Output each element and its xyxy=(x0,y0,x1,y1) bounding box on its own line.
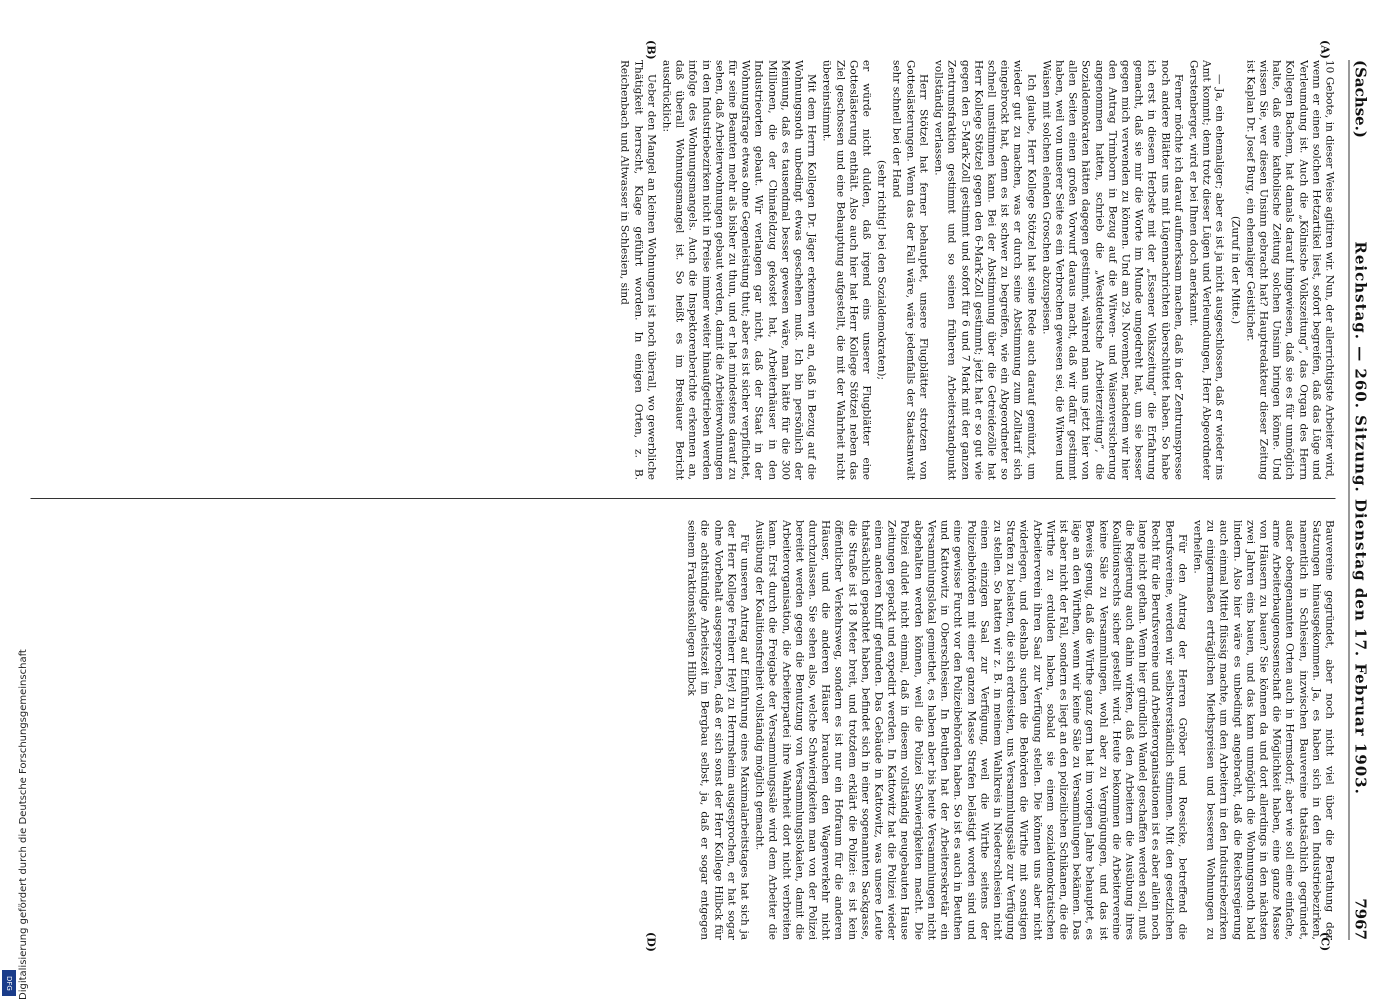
paragraph: 10 Gebote, in dieser Weise agitiren wir. Nun, der allerrichtigste Arbeiter wird, wenn er einen solchen Hetzartikel liest, sofort begreifen, daß das Lüge und Verleumdung ist. Auch die „Kölnische Volkszeitung“, das Organ des Herrn Kollegen Bachem, hat damals darauf hingewiesen, daß sie es für unmöglich halte, daß eine katholische Zeitung solchen Unsinn bringen könne. Und wissen Sie, wer diesen Unsinn gebracht hat? Hauptredakteur dieser Zeitung ist Kaplan Dr. Josef Burg, ein ehemaliger Geistlicher. xyxy=(1243,60,1335,480)
paragraph: er würde nicht dulden, daß irgend eins unserer Flugblätter eine Gotteslästerung enthält. Also auch hier hat Herr Kollege Stötzel neben das Ziel geschossen und eine Behauptung aufgestellt, die mit der Wahrheit nicht übereinstimmt. xyxy=(820,60,873,480)
paragraph: Bauvereine gegründet, aber noch nicht viel über die Berathung der Satzungen hinausgekommen. Ja, es haben sich in den Industriebezirken, namentlich in Schlesien, inzwischen Bauvereine thatsächlich gegründet, außer obengenannten Orten auch in Hermsdorf; aber wie soll eine einfache, arme Arbeiterbaugenossenschaft die Möglichkeit haben, eine ganze Masse von Häusern zu bauen? Sie können da und dort allerdings in den nächsten zwei Jahren eins bauen, und das kann unmöglich die Wohnungsnoth bald lindern. Also hier wäre es unbedingt angebracht, daß die Reichsregierung auch einmal Mittel flüssig machte, um den Arbeitern in den Industriebezirken zu einigermaßen erträglichen Miethspreisen und besseren Wohnungen zu verhelfen. xyxy=(1190,520,1335,940)
left-column xyxy=(30,60,1335,480)
page-number: 7967 xyxy=(1351,898,1369,940)
paragraph: Für den Antrag der Herren Gröber und Roesicke, betreffend die Berufsvereine, werden wir selbstverständlich stimmen. Mit den gesetzlichen Recht für die Berufsvereine und Arbeiterorganisationen ist es aber allein noch lange nicht gethan. Wenn hier gründlich Wandel geschaffen werden soll, muß die Regierung auch dahin wirken, daß den Arbeitern die Ausübung ihres Koalitionsrechts sicher gestellt wird. Heute bekommen die Arbeitervereine keine Säle zu Versammlungen, wohl aber zu Vergnügungen, und das ist Beweis genug, daß die Wirthe ganz gern hat im vorigen Jahre behauptet, es läge an den Wirthen, wenn wir keine Säle zu Versammlungen bekämen. Das ist aber nicht der Fall, sondern es liegt an den polizeilichen Schikanen, die die Wirthe zu erdulden haben, sobald sie einem sozialdemokratischen Arbeiterverein ihren Saal zur Verfügung stellen. Die können uns aber nicht widerlegen, und deshalb suchen die Behörden die Wirthe mit sonstigen Strafen zu belasten, die sich erdreisten, uns Versammlungssäle zur Verfügung zu stellen. So hatten wir z. B. in meinem Wahlkreis in Niederschlesien nicht einen einzigen Saal zur Verfügung, weil die Wirthe seitens der Polizeibehörden mit einer ganzen Masse Strafen belästigt worden sind und eine gewisse Furcht vor den Polizeibehörden haben. So ist es auch in Beuthen und Kattowitz in Oberschlesien. In Beuthen hat der Arbeitersekretär ein Versammlungslokal gemiethet, es haben aber bis heute Versammlungen nicht abgehalten werden können, weil die Polizei Schwierigkeiten macht. Die Polizei duldet nicht einmal, daß in diesem vollständig neugebauten Hause Zeitungen gepackt und expedirt werden. In Kattowitz hat die Polizei wieder einen anderen Kniff gefunden. Das Gebäude in Kattowitz, was unsere Leute thatsächlich gepachtet haben, befindet sich in einer sogenannten Sackgasse, die Straße ist 18 Meter breit, und trotzdem erklärt die Polizei: es ist kein öffentlicher Verkehrsweg, sondern es ist nur ein Hofraum für die anderen Häuser, und die anderen Häuser brauchen den Wagenverkehr nicht durchzulassen. Sie sehen also, welche Schwierigkeiten man von der Polizei bereitet werden gegen die Benutzung von Versammlungslokalen, damit die Arbeiterorganisation, die Arbeiterpartei ihre Wahrheit dort nicht verbreiten kann. Erst durch die Freigabe der Versammlungssäle wird dem Arbeiter die Ausübung der Koalitionsfreiheit vollständig möglich gemacht. xyxy=(753,520,1188,940)
digitization-note xyxy=(4,0,29,1000)
right-column xyxy=(30,520,1335,940)
paragraph: Ich glaube, Herr Kollege Stötzel hat seine Rede auch darauf gemünzt, um wieder gut zu machen, was er durch seine Abstimmung zum Zolltarif sich eingebrockt hat, denn es ist schwer zu begreifen, wie ein Abgeordneter so schnell umstimmen kann. Bei der Abstimmung über die Getreidezölle hat Herr Kollege Stötzel gegen den 6-Mark-Zoll gestimmt; jetzt hat er so gut wie gegen den 5-Mark-Zoll gestimmt und sofort für 6 und 7 Mark mit der ganzen Zentrumsfraktion gestimmt und so seinen früheren Arbeiterstandpunkt vollständig verlassen. xyxy=(932,60,1037,480)
digitization-text: Digitalisierung gefördert durch die Deutsche Forschungsgemeinschaft xyxy=(18,649,29,1000)
margin-mark-c: (C) xyxy=(1318,932,1331,952)
paragraph: Herr Stötzel hat ferner behauptet, unsere Flugblätter strotzen von Gotteslästerungen. Wenn das der Fall wäre, wäre jedenfalls der Staatsanwalt sehr schnell bei der Hand xyxy=(890,60,929,480)
margin-mark-a: (A) xyxy=(1318,40,1331,59)
page-header xyxy=(1348,60,1375,940)
paragraph: Mit dem Herrn Kollegen Dr. Jäger erkennen wir an, daß in Bezug auf die Wohnungsnoth unbedingt etwas geschehen muß. Ich bin persönlich der Meinung, daß es tausendmal besser gewesen wäre, man hätte für die 300 Millionen, die der Chinafeldzug gekostet hat, Arbeiterhäuser in den Industrieorten gebaut. Wir verlangen gar nicht, daß der Staat in der Wohnungsfrage etwas ohne Gegenleistung thut; aber es ist sicher verpflichtet, für seine Beamten mehr als bisher zu thun, und er hat mindestens darauf zu sehen, daß Arbeiterwohnungen gebaut werden, damit die Arbeiterwohnungen in den Industriebezirken nicht in Preise immer weiter hinaufgetrieben werden infolge des Wohnungsmangels. Auch die Inspektorenberichte erkennen an, daß überall Wohnungsmangel ist. So heißt es im Breslauer Bericht ausdrücklich: xyxy=(660,60,818,480)
margin-mark-b: (B) xyxy=(644,40,657,60)
paragraph: — Ja, ein ehemaliger; aber es ist ja nicht ausgeschlossen, daß er wieder ins Amt kommt; denn trotz dieser Lügen und Verleumdungen, Herr Abgeordneter Gerstenberger, wird er bei Ihnen doch anerkannt. xyxy=(1186,60,1226,480)
paragraph: Ferner möchte ich darauf aufmerksam machen, daß in der Zentrumspresse noch andere Blätter uns mit Lügennachrichten überschüttet haben. So habe ich erst in diesem Herbste mit der „Essener Volkszeitung“ die Erfahrung gemacht, daß sie mir die Worte im Munde umgedreht hat, um sie besser gegen mich verwenden zu können. Und am 29. November, nachdem wir hier den Antrag Trimborn in Bezug auf die Witwen- und Waisenversicherung angenommen hatten, schrieb die „Westdeutsche Arbeiterzeitung“, die Sozialdemokraten hätten dagegen gestimmt, während man uns jetzt hier von allen Seiten einen großen Vorwurf daraus macht, daß wir dafür gestimmt haben, weil von unserer Seite es ein Verbrechen gewesen sei, die Witwen und Waisen mit solchen elenden Groschen abzuspeisen. xyxy=(1039,60,1184,480)
dfg-logo: DFG xyxy=(2,970,16,996)
margin-mark-d: (D) xyxy=(644,932,657,952)
speaker-name: (Sachse.) xyxy=(1351,60,1369,138)
column-divider xyxy=(30,498,1335,499)
page-title: Reichstag. — 260. Sitzung. Dienstag den 17. Februar 1903. xyxy=(1351,241,1369,795)
paragraph: Für unseren Antrag auf Einführung eines Maximalarbeitstages hat sich ja der Herr Kollege Freiherr Heyl zu Herrnsheim ausgesprochen, er hat sogar ohne Vorbehalt ausgesprochen, daß er sich sonst der Herr Kollege Hilbck für die achtstündige Arbeitszeit im Bergbau selbst, ja, daß er sogar entgegen seinem Fraktionskollegen Hilbck xyxy=(685,520,751,940)
interjection: (Zuruf in der Mitte.) xyxy=(1228,215,1241,325)
quotation: Ueber den Mangel an kleinen Wohnungen ist noch überall, wo gewerbliche Thätigkeit herrscht, Klage geführt worden. In einigen Orten, z. B. Reichenbach und Altwasser in Schlesien, sind xyxy=(618,60,657,480)
interjection: (sehr richtig! bei den Sozialdemokraten); xyxy=(875,159,888,381)
